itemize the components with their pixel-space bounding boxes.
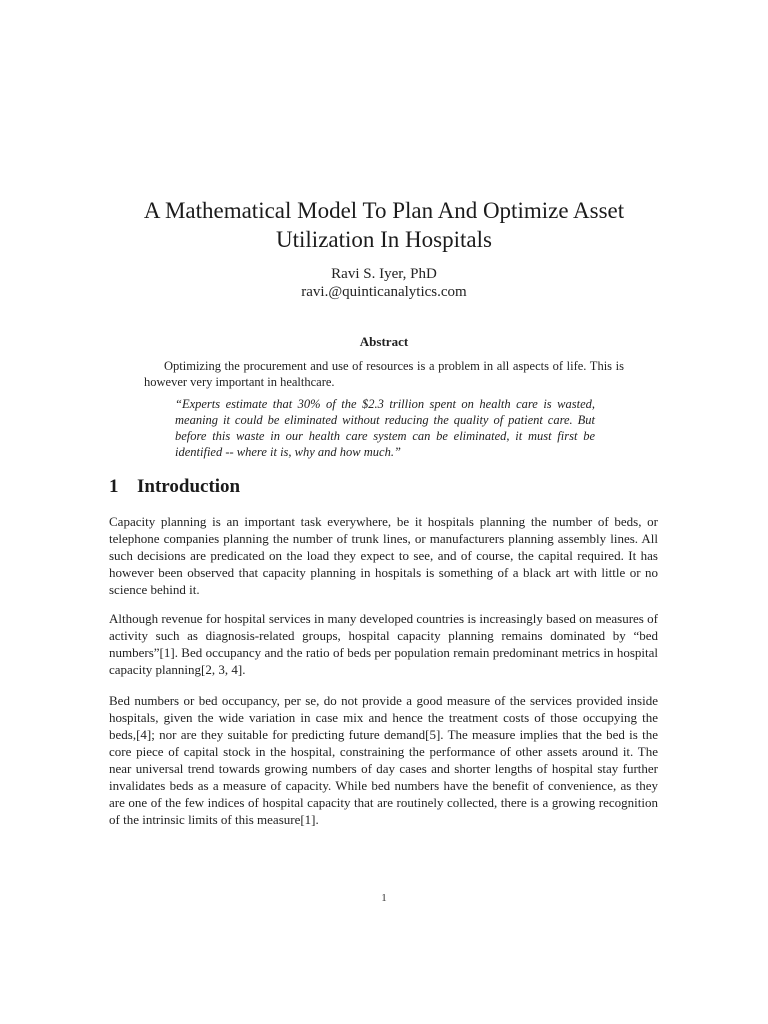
abstract-quote: “Experts estimate that 30% of the $2.3 trillion spent on health care is wasted, meaning it could be eliminated without reducing the quality of patient care. But before this waste in our health care system can be eliminated, it must first be identified -- where it is, why and how much.” xyxy=(175,397,595,459)
section-heading xyxy=(109,476,240,498)
page-number: 1 xyxy=(381,892,387,904)
section-title: Introduction xyxy=(137,476,241,497)
author-name: Ravi S. Iyer, PhD xyxy=(331,266,437,282)
abstract-heading: Abstract xyxy=(359,334,409,349)
paragraph: Although revenue for hospital services in many developed countries is increasingly based on measures of activity such as diagnosis-related groups, hospital capacity planning remains dominated by “bed numbers”[1]. Bed occupancy and the ratio of beds per population remain predominant metrics in hospital capacity planning[2, 3, 4]. xyxy=(109,611,658,677)
abstract-text: Optimizing the procurement and use of resources is a problem in all aspects of life. This is however very important in healthcare. xyxy=(144,359,624,389)
paragraph: Bed numbers or bed occupancy, per se, do not provide a good measure of the services provided inside hospitals, given the wide variation in case mix and hence the treatment costs of those occupying the beds,[4]; nor are they suitable for predicting future demand[5]. The measure implies that the bed is the core piece of capital stock in the hospital, constraining the performance of other assets around it. The near universal trend towards growing numbers of day cases and shorter lengths of hospital stay further invalidates beds as a measure of capacity. While bed numbers have the benefit of convenience, as they are one of the few indices of hospital capacity that are routinely collected, there is a growing recognition of the intrinsic limits of this measure[1]. xyxy=(109,693,658,827)
section-number: 1 xyxy=(109,476,119,497)
paragraph: Capacity planning is an important task everywhere, be it hospitals planning the number of beds, or telephone companies planning the number of trunk lines, or manufacturers planning assembly lines. All such decisions are predicated on the load they expect to see, and of course, the capital required. It has however been observed that capacity planning in hospitals is something of a black art with little or no science behind it. xyxy=(109,514,658,597)
paper-title: A Mathematical Model To Plan And Optimize Asset Utilization In Hospitals xyxy=(143,198,625,252)
author-email: ravi.@quinticanalytics.com xyxy=(301,284,467,300)
